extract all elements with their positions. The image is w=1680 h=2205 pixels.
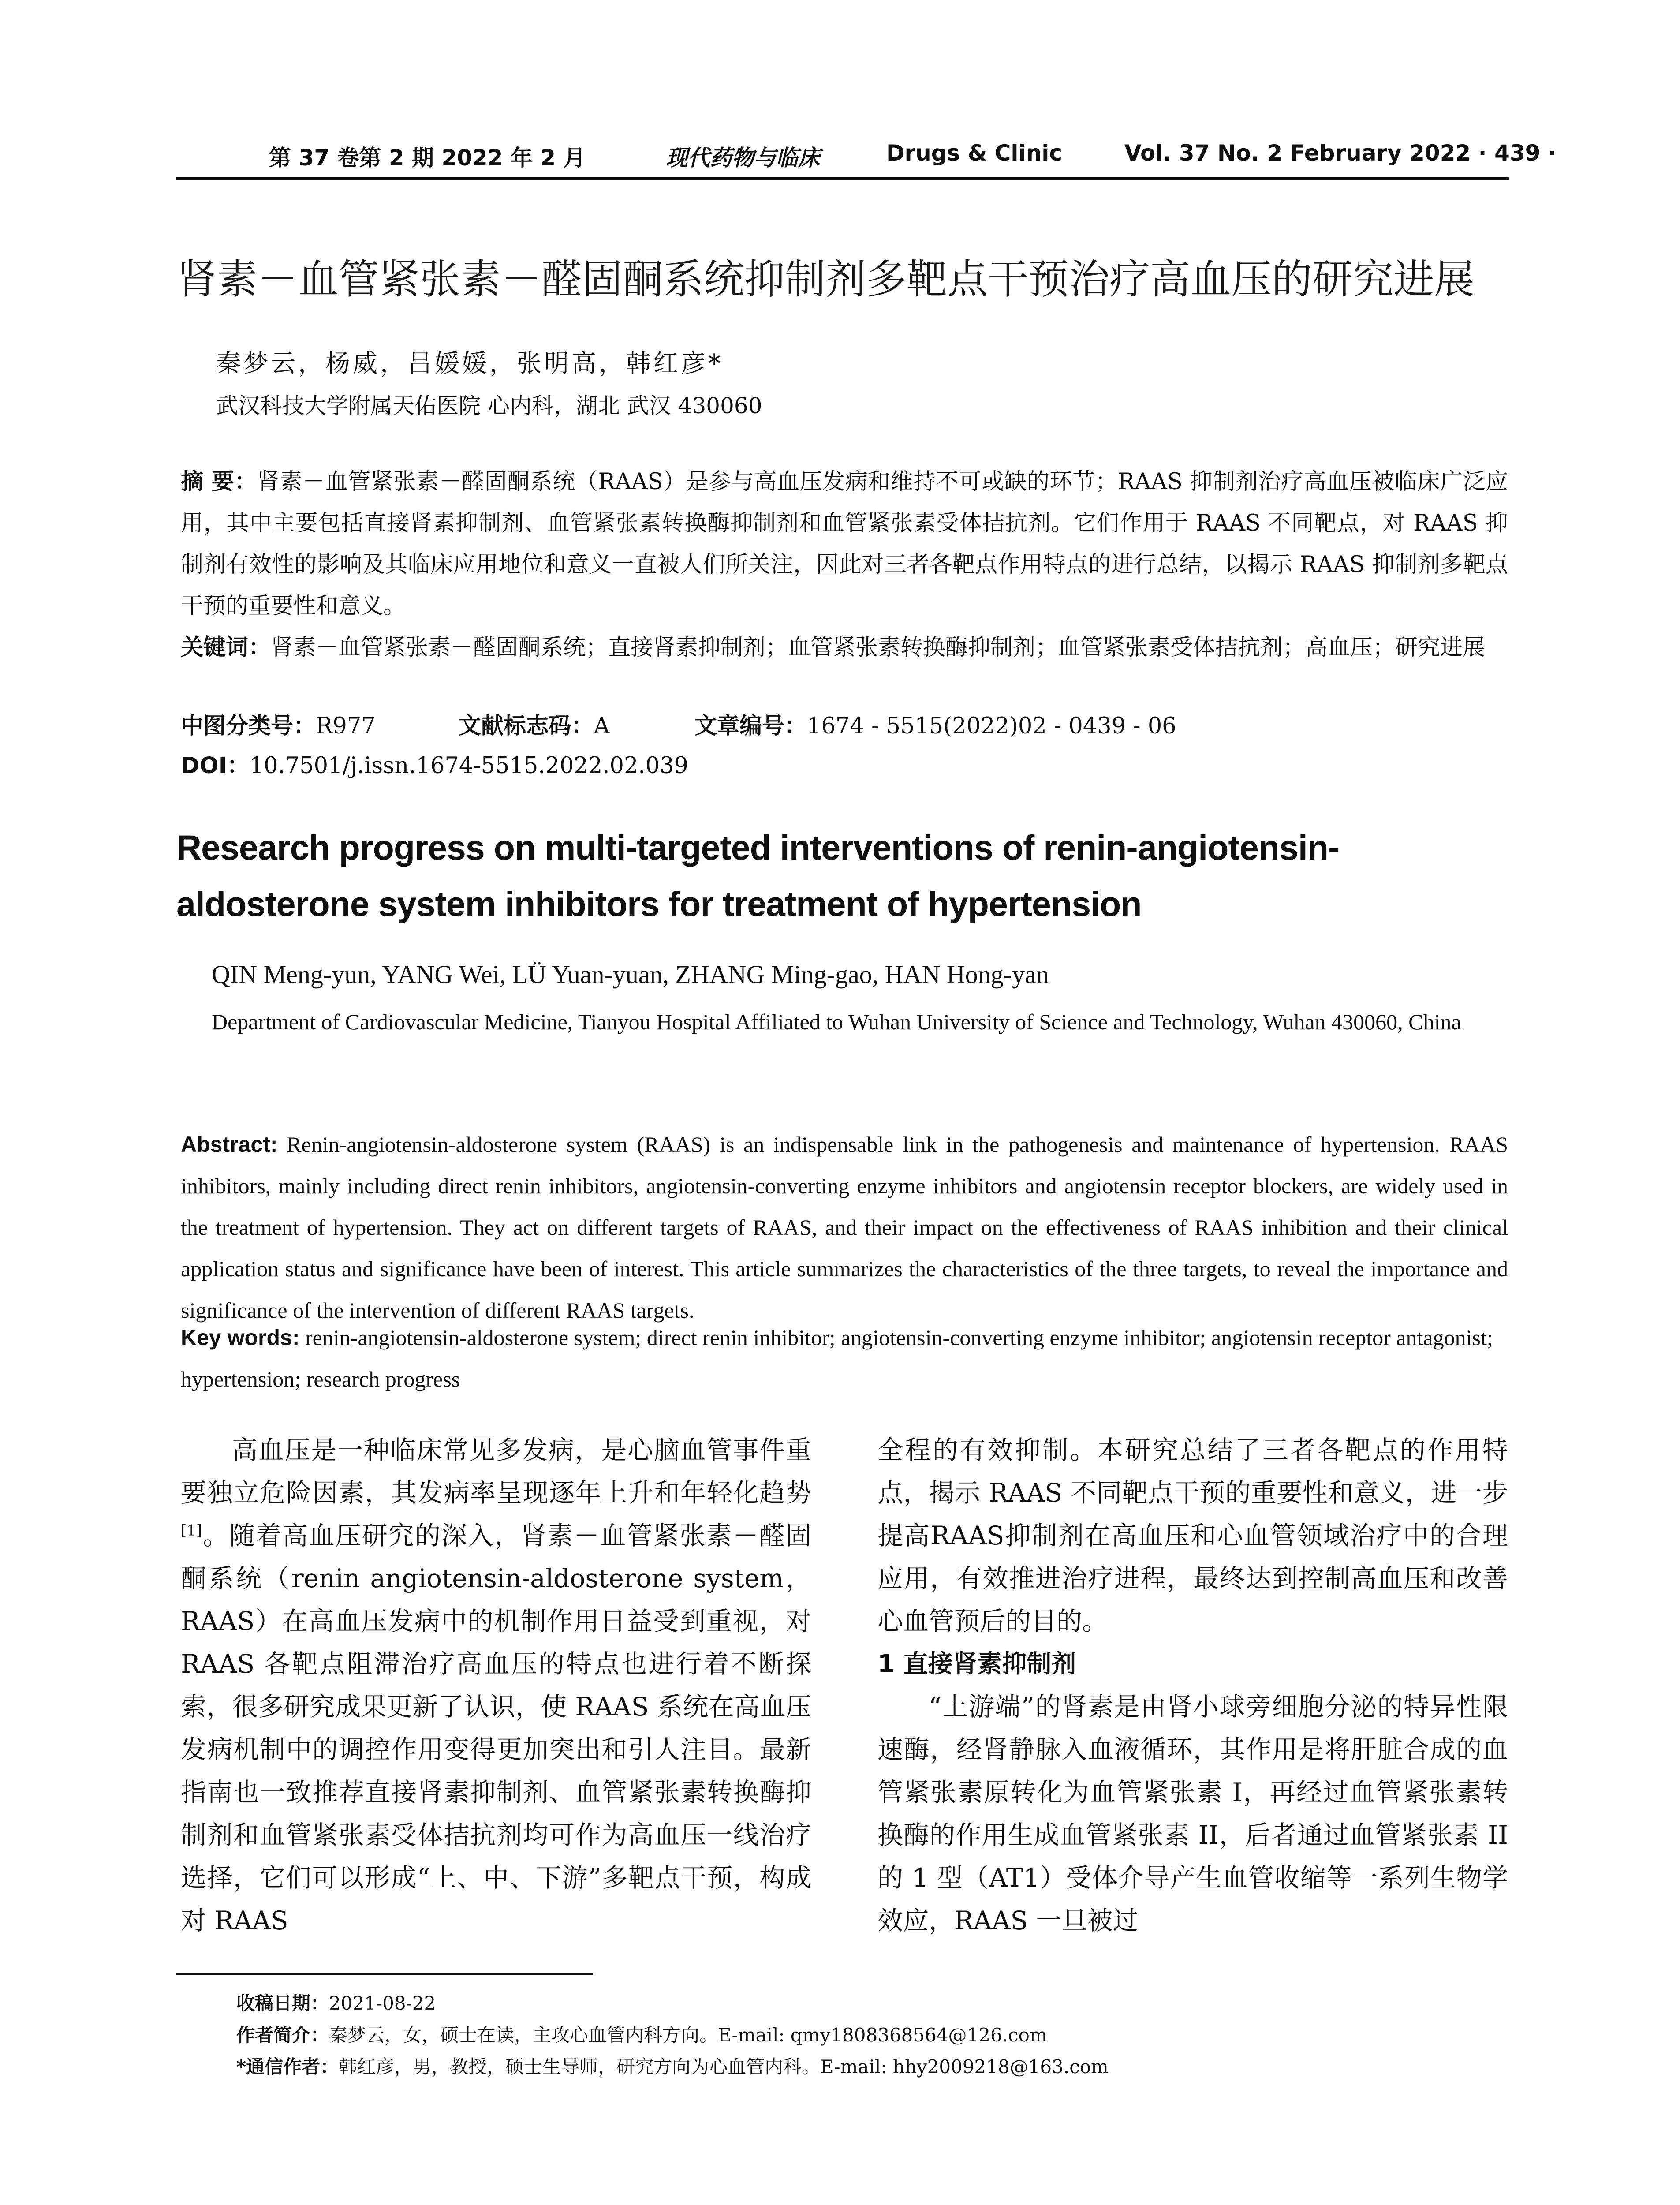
keywords-cn-text: 肾素－血管紧张素－醛固酮系统；直接肾素抑制剂；血管紧张素转换酶抑制剂；血管紧张素受体拮抗剂；高血压；研究进展 bbox=[271, 635, 1486, 661]
abstract-cn bbox=[181, 461, 1508, 627]
keywords-cn-label: 关键词： bbox=[181, 635, 271, 661]
abstract-en-label: Abstract: bbox=[181, 1132, 278, 1157]
body-column-left bbox=[181, 1429, 811, 1976]
doi-label: DOI： bbox=[181, 753, 250, 779]
running-header bbox=[176, 140, 1557, 180]
keywords-en-text: renin-angiotensin-aldosterone system; direct renin inhibitor; angiotensin-converting enzyme inhibitor; angiotensin receptor antagonist; hypertension; research progress bbox=[181, 1325, 1493, 1391]
header-issue-cn: 第 37 卷第 2 期 2022 年 2 月 bbox=[269, 145, 586, 171]
document-code: 文献标志码：A bbox=[459, 713, 610, 739]
body-paragraph: 全程的有效抑制。本研究总结了三者各靶点的作用特点，揭示 RAAS 不同靶点干预的重要性和意义，进一步提高RAAS抑制剂在高血压和心血管领域治疗中的合理应用，有效推进治疗进程，最终达到控制高血压和改善心血管预后的目的。 bbox=[877, 1435, 1508, 1636]
footnote-received: 收稿日期：2021-08-22 bbox=[236, 1992, 436, 2014]
body-paragraph: “上游端”的肾素是由肾小球旁细胞分泌的特异性限速酶，经肾静脉入血液循环，其作用是将肝脏合成的血管紧张素原转化为血管紧张素 I，再经过血管紧张素转换酶的作用生成血管紧张素 II，后者通过血管紧张素 II 的 1 型（AT1）受体介导产生血管收缩等一系列生物学效应，RAAS 一旦被过 bbox=[877, 1692, 1508, 1936]
header-issue-en: Vol. 37 No. 2 February 2022 · 439 · bbox=[1124, 140, 1557, 166]
title-cn: 肾素－血管紧张素－醛固酮系统抑制剂多靶点干预治疗高血压的研究进展 bbox=[176, 256, 1475, 303]
body-paragraph: 高血压是一种临床常见多发病，是心脑血管事件重要独立危险因素，其发病率呈现逐年上升和年轻化趋势[1]。随着高血压研究的深入，肾素－血管紧张素－醛固酮系统（renin angiotensin-aldosterone system，RAAS）在高血压发病中的机制作用日益受到重视，对 RAAS 各靶点阻滞治疗高血压的特点也进行着不断探索，很多研究成果更新了认识，使 RAAS 系统在高血压发病机制中的调控作用变得更加突出和引人注目。最新指南也一致推荐直接肾素抑制剂、血管紧张素转换酶抑制剂和血管紧张素受体拮抗剂均可作为高血压一线治疗选择，它们可以形成“上、中、下游”多靶点干预，构成对 RAAS bbox=[181, 1435, 811, 1936]
citation-ref[interactable]: [1] bbox=[181, 1521, 202, 1540]
footnote-corresponding: *通信作者：韩红彦，男，教授，硕士生导师，研究方向为心血管内科。E-mail: hhy2009218@163.com bbox=[236, 2056, 1109, 2078]
abstract-cn-label: 摘 要： bbox=[181, 469, 258, 495]
header-journal-cn: 现代药物与临床 bbox=[666, 145, 820, 171]
footnote-author: 作者简介：秦梦云，女，硕士在读，主攻心血管内科方向。E-mail: qmy1808368564@126.com bbox=[236, 2024, 1047, 2046]
header-rule bbox=[176, 177, 1509, 180]
footnote-rule bbox=[176, 1973, 593, 1975]
header-journal-en: Drugs & Clinic bbox=[886, 140, 1063, 166]
abstract-en-text: Renin-angiotensin-aldosterone system (RAAS) is an indispensable link in the pathogenesis and maintenance of hypertension. RAAS inhibitors, mainly including direct renin inhibitors, angiotensin-converting enzyme inhibitors and angiotensin receptor blockers, are widely used in the treatment of hypertension. They act on different targets of RAAS, and their impact on the effectiveness of RAAS inhibition and their clinical application status and significance have been of interest. This article summarizes the characteristics of the three targets, to reveal the importance and significance of the intervention of different RAAS targets. bbox=[181, 1132, 1508, 1323]
doi-link[interactable]: 10.7501/j.issn.1674-5515.2022.02.039 bbox=[249, 753, 688, 779]
clc-number: 中图分类号：R977 bbox=[181, 713, 376, 739]
article-number: 文章编号：1674 - 5515(2022)02 - 0439 - 06 bbox=[694, 713, 1176, 739]
keywords-en-label: Key words: bbox=[181, 1325, 300, 1350]
abstract-en bbox=[181, 1124, 1508, 1331]
affiliation-en: Department of Cardiovascular Medicine, Tianyou Hospital Affiliated to Wuhan University of Science and Technology, Wuhan 430060, China bbox=[212, 1009, 1461, 1034]
section-heading: 1 直接肾素抑制剂 bbox=[877, 1650, 1076, 1678]
keywords-en bbox=[181, 1317, 1508, 1400]
title-en: Research progress on multi-targeted interventions of renin-angiotensin-aldosterone system inhibitors for treatment of hypertension bbox=[176, 828, 1340, 923]
authors-cn: 秦梦云，杨威，吕媛媛，张明高，韩红彦* bbox=[216, 349, 723, 378]
body-column-right bbox=[877, 1429, 1508, 1980]
doi bbox=[181, 747, 688, 780]
authors-en: QIN Meng-yun, YANG Wei, LÜ Yuan-yuan, ZHANG Ming-gao, HAN Hong-yan bbox=[212, 960, 1049, 989]
affiliation-cn: 武汉科技大学附属天佑医院 心内科，湖北 武汉 430060 bbox=[216, 393, 762, 419]
keywords-cn bbox=[181, 627, 1508, 710]
abstract-cn-text: 肾素－血管紧张素－醛固酮系统（RAAS）是参与高血压发病和维持不可或缺的环节；RAAS 抑制剂治疗高血压被临床广泛应用，其中主要包括直接肾素抑制剂、血管紧张素转换酶抑制剂和血管紧张素受体拮抗剂。它们作用于 RAAS 不同靶点，对 RAAS 抑制剂有效性的影响及其临床应用地位和意义一直被人们所关注，因此对三者各靶点作用特点的进行总结，以揭示 RAAS 抑制剂多靶点干预的重要性和意义。 bbox=[181, 469, 1508, 619]
classification-row bbox=[181, 707, 1508, 747]
